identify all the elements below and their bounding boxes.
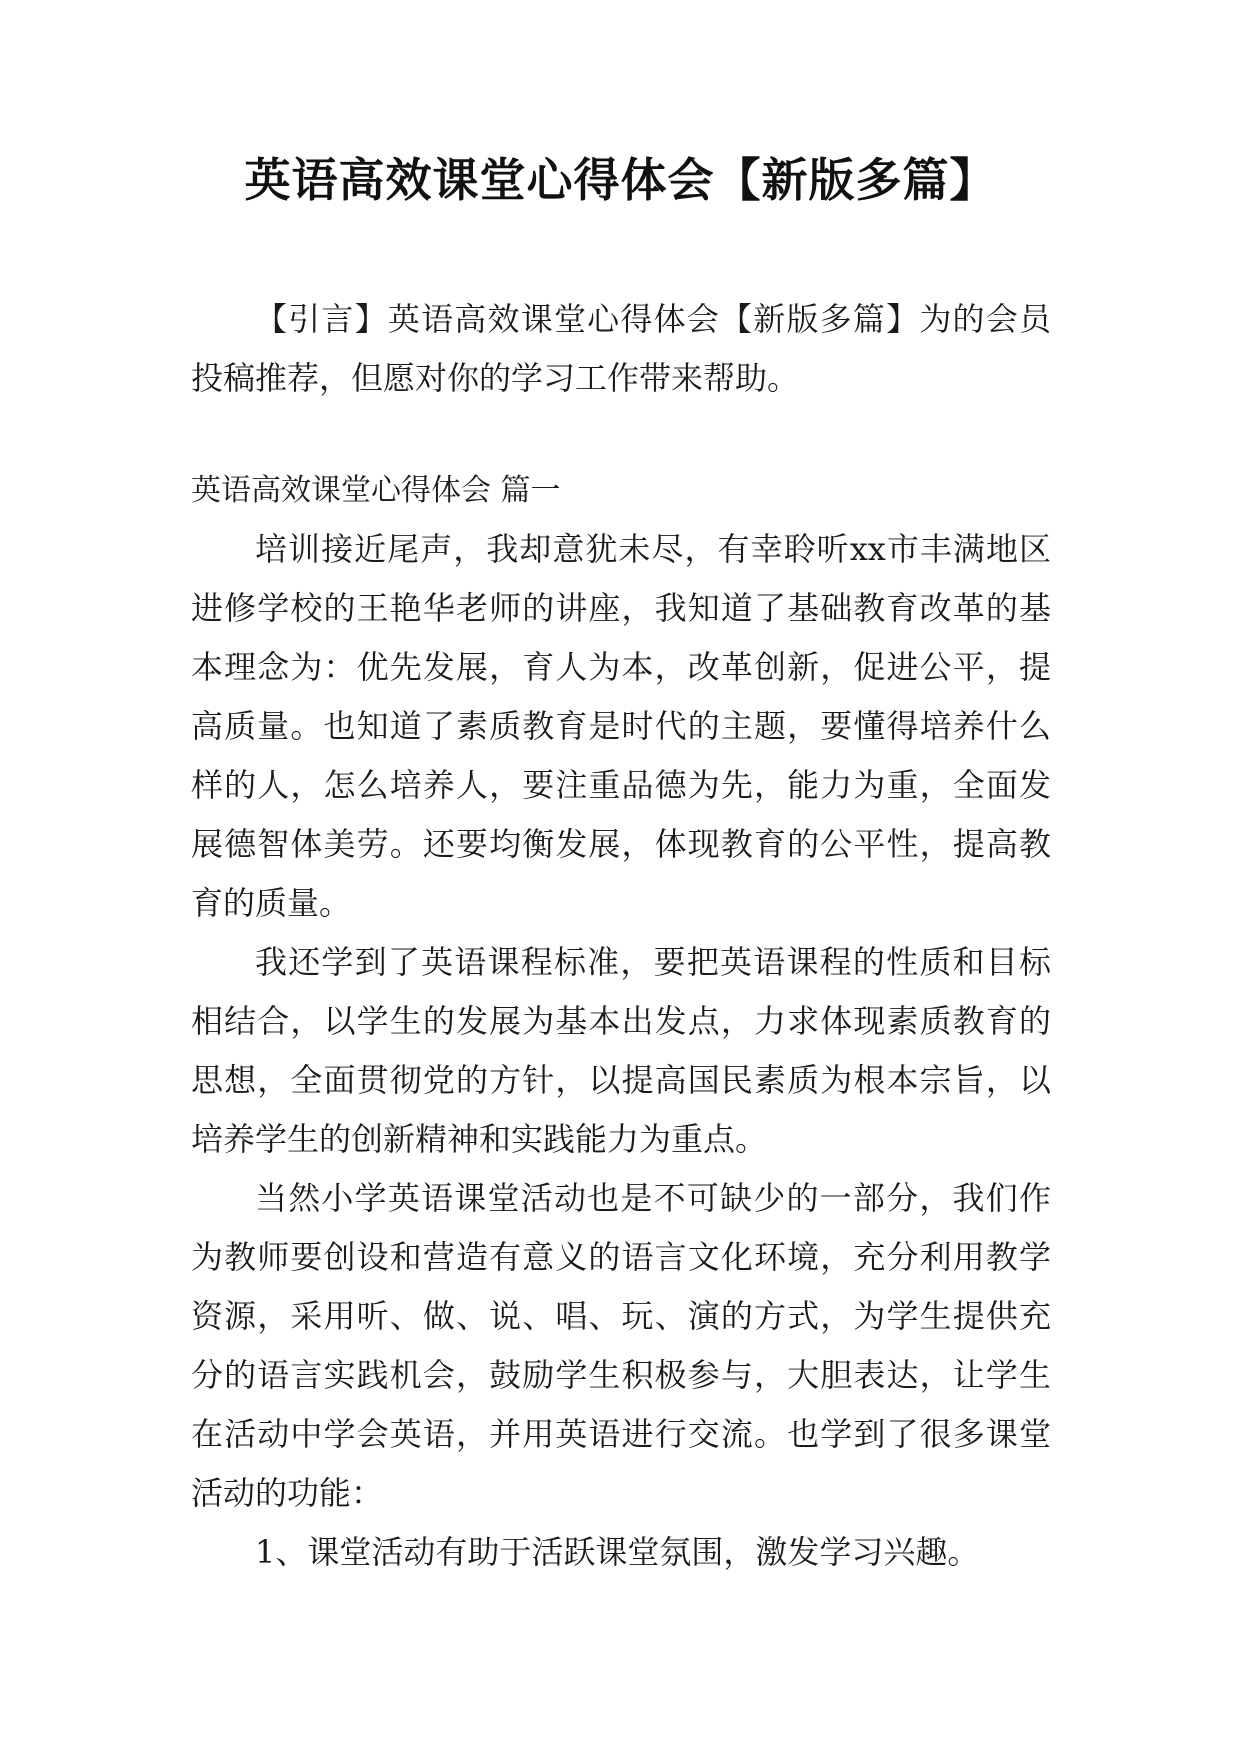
- body-paragraph: 当然小学英语课堂活动也是不可缺少的一部分，我们作为教师要创设和营造有意义的语言文化环境，充分利用教学资源，采用听、做、说、唱、玩、演的方式，为学生提供充分的语言实践机会，鼓励学生积极参与，大胆表达，让学生在活动中学会英语，并用英语进行交流。也学到了很多课堂活动的功能：: [191, 1179, 1051, 1512]
- section-heading: 英语高效课堂心得体会 篇一: [191, 473, 561, 508]
- body-paragraph: 培训接近尾声，我却意犹未尽，有幸聆听xx市丰满地区进修学校的王艳华老师的讲座，我知道了基础教育改革的基本理念为：优先发展，育人为本，改革创新，促进公平，提高质量。也知道了素质教育是时代的主题，要懂得培养什么样的人，怎么培养人，要注重品德为先，能力为重，全面发展德智体美劳。还要均衡发展，体现教育的公平性，提高教育的质量。: [191, 530, 1051, 922]
- intro-paragraph: 【引言】英语高效课堂心得体会【新版多篇】为的会员投稿推荐，但愿对你的学习工作带来帮助。: [191, 300, 1051, 397]
- list-item: 1、课堂活动有助于活跃课堂氛围，激发学习兴趣。: [255, 1533, 980, 1571]
- body-paragraph: 我还学到了英语课程标准，要把英语课程的性质和目标相结合，以学生的发展为基本出发点，力求体现素质教育的思想，全面贯彻党的方针，以提高国民素质为根本宗旨，以培养学生的创新精神和实践能力为重点。: [191, 943, 1051, 1158]
- document-title: 英语高效课堂心得体会【新版多篇】: [244, 153, 997, 207]
- document-body: [191, 290, 1051, 1582]
